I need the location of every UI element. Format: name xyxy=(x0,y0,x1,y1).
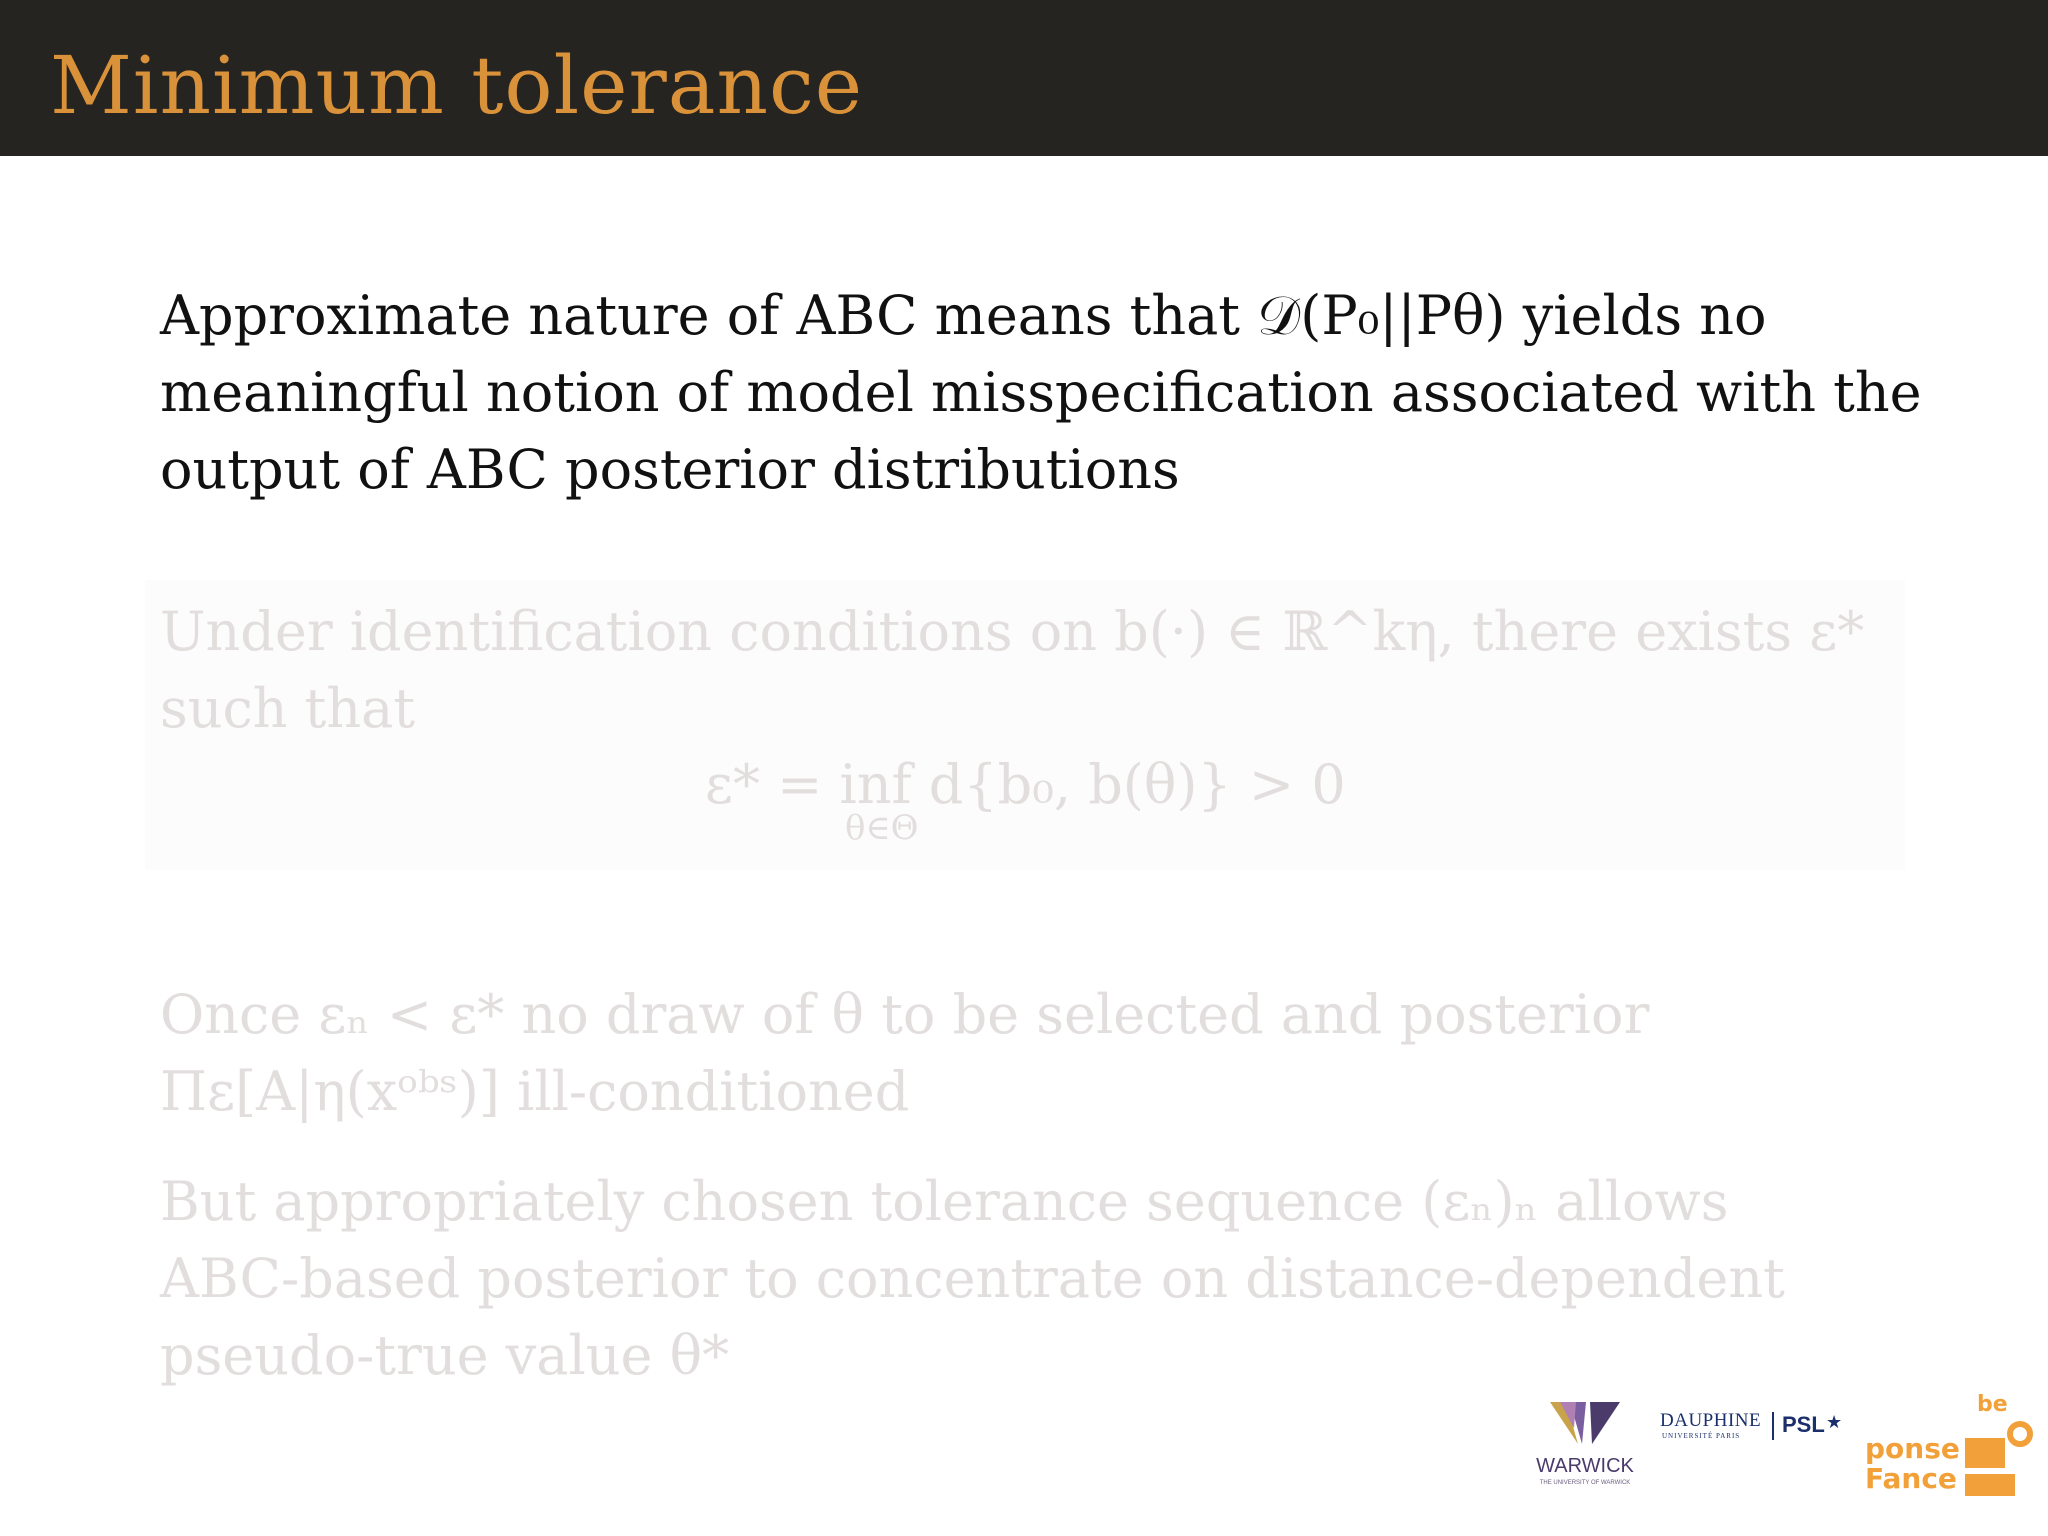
warwick-mark-icon xyxy=(1530,1398,1640,1454)
paragraph-line: But appropriately chosen tolerance sequence (εₙ)ₙ allows xyxy=(160,1170,1729,1233)
paragraph-line: pseudo-true value θ* xyxy=(160,1324,730,1387)
ponte-line1: be xyxy=(1977,1392,2008,1417)
formula-epsilon-star: ε* = inf d{b₀, b(θ)} > 0 xyxy=(705,753,1346,816)
ponte-line2: ponse xyxy=(1865,1432,1960,1465)
paragraph-line: such that xyxy=(160,677,416,740)
logo-divider xyxy=(1772,1412,1774,1440)
paragraph-identification xyxy=(160,593,1864,747)
warwick-logo xyxy=(1530,1398,1640,1518)
paragraph-line: Once εₙ < ε* no draw of θ to be selected and posterior xyxy=(160,983,1650,1046)
psl-wordmark: PSL xyxy=(1782,1412,1825,1437)
dauphine-wordmark: DAUPHINE xyxy=(1660,1410,1762,1431)
slide-title: Minimum tolerance xyxy=(50,39,864,132)
paragraph-abc-nature xyxy=(160,277,1922,508)
warwick-subtitle: THE UNIVERSITY OF WARWICK xyxy=(1539,1480,1631,1486)
warwick-wordmark: WARWICK xyxy=(1536,1455,1634,1477)
paragraph-line: meaningful notion of model misspecification associated with the xyxy=(160,361,1922,424)
paragraph-line: Under identification conditions on b(·) ∈ ℝ^kη, there exists ε* xyxy=(160,600,1865,663)
footer-logos xyxy=(1520,1380,2040,1530)
paragraph-tolerance-sequence xyxy=(160,1163,1785,1394)
title-bar xyxy=(0,0,2048,156)
paragraph-line: output of ABC posterior distributions xyxy=(160,438,1180,501)
paragraph-line: Approximate nature of ABC means that 𝒟(P₀||Pθ) yields no xyxy=(160,284,1767,347)
paragraph-line: ABC-based posterior to concentrate on distance-dependent xyxy=(160,1247,1785,1310)
paragraph-line: Πε[A|η(xᵒᵇˢ)] ill-conditioned xyxy=(160,1060,910,1123)
dauphine-subtitle: UNIVERSITÉ PARIS xyxy=(1662,1432,1741,1440)
ponte-line3: Fance xyxy=(1865,1462,1957,1495)
paragraph-once-epsilon xyxy=(160,976,1649,1130)
formula-subscript: θ∈Θ xyxy=(845,808,919,848)
star-icon: ★ xyxy=(1826,1412,1843,1433)
ponte-logo xyxy=(1865,1390,2035,1520)
